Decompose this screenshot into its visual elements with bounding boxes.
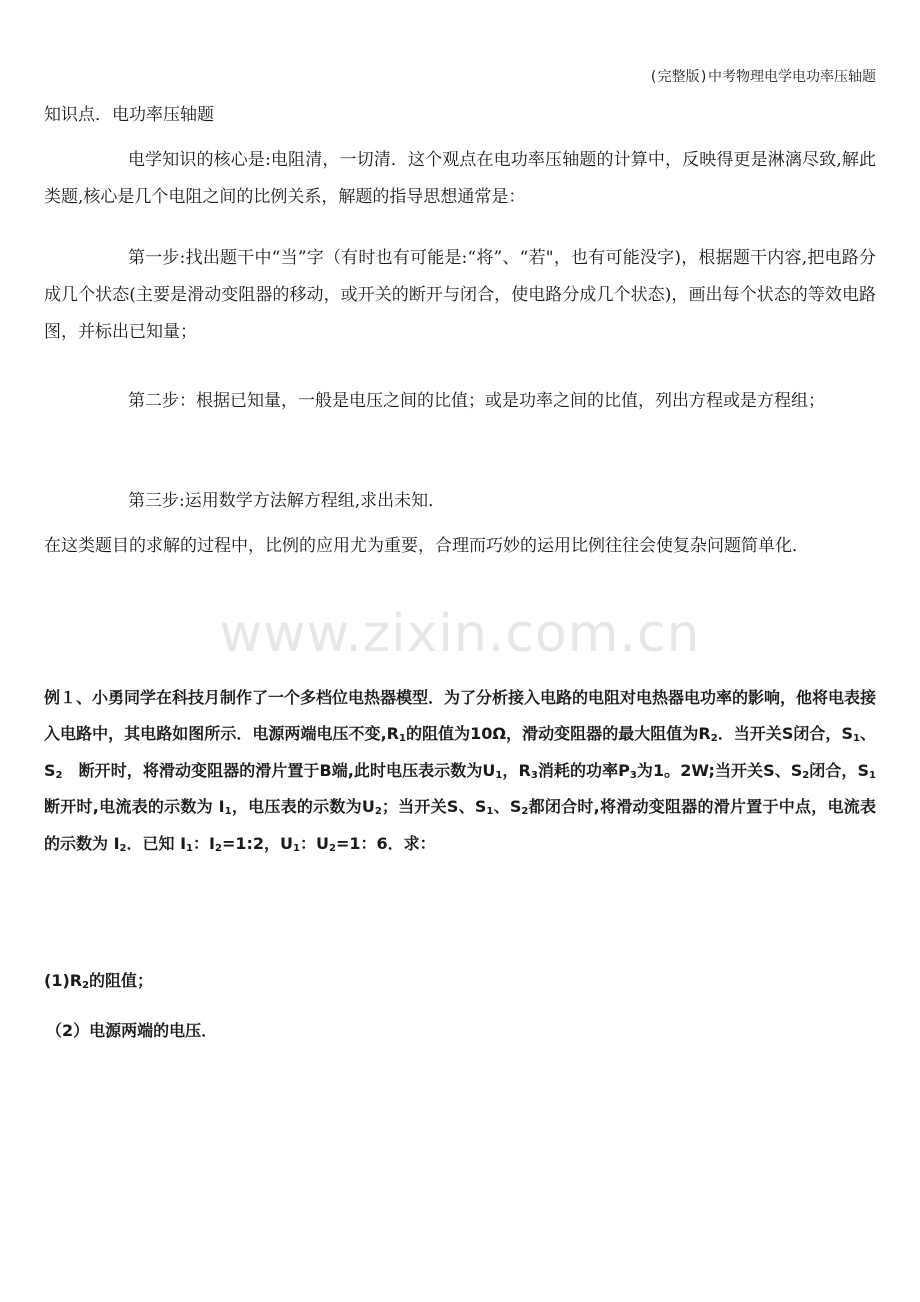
example-text: =1:2，U bbox=[221, 833, 294, 853]
paragraph-step-one: 第一步:找出题干中“当”字（有时也有可能是:“将”、“若"，也有可能没字)，根据题干内容,把电路分成几个状态(主要是滑动变阻器的移动，或开关的断开与闭合，使电路分成几个状态)，画出每个状态的等效电路图，并标出已知量； bbox=[44, 248, 876, 342]
subscript: 2 bbox=[521, 806, 529, 818]
paragraph-conclusion: 在这类题目的求解的过程中，比例的应用尤为重要，合理而巧妙的运用比例往往会使复杂问题简单化． bbox=[44, 536, 809, 556]
example-text: ；当开关S、S bbox=[381, 797, 487, 817]
subscript: 1 bbox=[224, 806, 232, 818]
example-text: 消耗的功率P bbox=[537, 760, 630, 780]
example-text: 为1。2W;当开关S、S bbox=[636, 760, 803, 780]
example-text: ，R bbox=[502, 760, 531, 780]
example-text: 的阻值为10Ω，滑动变阻器的最大阻值为R bbox=[405, 724, 711, 744]
subscript: 1 bbox=[186, 842, 193, 854]
section-title: 知识点．电功率压轴题 bbox=[44, 105, 214, 125]
subscript: 1 bbox=[486, 806, 494, 818]
example-text: 断开时,电流表的示数为 I bbox=[44, 797, 225, 817]
subscript: 2 bbox=[214, 842, 222, 854]
subscript: 2 bbox=[119, 842, 127, 854]
example-text: ．已知 I bbox=[126, 833, 187, 853]
subscript: 3 bbox=[530, 769, 538, 781]
subscript: 1 bbox=[852, 733, 860, 745]
example-text: 例１、小勇同学在科技月制作了一个多档位电热器模型．为了分析接入电路的电阻对电热器电功率的影响，他将电表接入电路中，其电路如图所示．电源两端电压不变,R bbox=[44, 688, 877, 744]
paragraph-intro: 电学知识的核心是:电阻清，一切清．这个观点在电功率压轴题的计算中，反映得更是淋漓尽致,解此类题,核心是几个电阻之间的比例关系，解题的指导思想通常是： bbox=[44, 150, 876, 207]
watermark: www.zixin.com.cn bbox=[219, 604, 701, 664]
example-text: ：U bbox=[299, 833, 329, 853]
subscript: 1 bbox=[293, 842, 300, 854]
subscript: 2 bbox=[710, 733, 718, 745]
example-text: 断开时，将滑动变阻器的滑片置于B端,此时电压表示数为U bbox=[62, 760, 496, 780]
example-problem bbox=[44, 680, 876, 862]
paragraph-step-two: 第二步：根据已知量，一般是电压之间的比值；或是功率之间的比值，列出方程或是方程组； bbox=[128, 391, 825, 411]
question-two: （2）电源两端的电压． bbox=[46, 1021, 218, 1040]
subscript: 2 bbox=[374, 806, 382, 818]
example-text: 闭合，S bbox=[809, 760, 870, 780]
example-text: 、S bbox=[44, 724, 876, 780]
question-text: 的阻值； bbox=[89, 971, 154, 990]
subscript: 1 bbox=[495, 769, 503, 781]
question-one bbox=[44, 968, 153, 991]
subscript: 1 bbox=[869, 769, 876, 781]
subscript: 1 bbox=[399, 733, 406, 745]
subscript: 2 bbox=[82, 980, 90, 991]
page-header-title: (完整版)中考物理电学电功率压轴题 bbox=[649, 69, 876, 85]
example-text: =1：6．求： bbox=[335, 833, 436, 853]
example-text: 、S bbox=[493, 797, 522, 817]
subscript: 2 bbox=[802, 769, 810, 781]
example-text: ，电压表的示数为U bbox=[231, 797, 375, 817]
paragraph-step-three: 第三步:运用数学方法解方程组,求出未知． bbox=[128, 491, 446, 511]
subscript: 3 bbox=[629, 769, 637, 781]
example-text: ．当开关S闭合，S bbox=[717, 724, 853, 744]
example-text: 都闭合时,将滑动变阻器的滑片置于中点，电流表的示数为 I bbox=[44, 797, 876, 853]
subscript: 2 bbox=[328, 842, 336, 854]
subscript: 2 bbox=[55, 769, 63, 781]
question-text: (1)R bbox=[44, 971, 83, 990]
example-text: ：I bbox=[193, 833, 215, 853]
